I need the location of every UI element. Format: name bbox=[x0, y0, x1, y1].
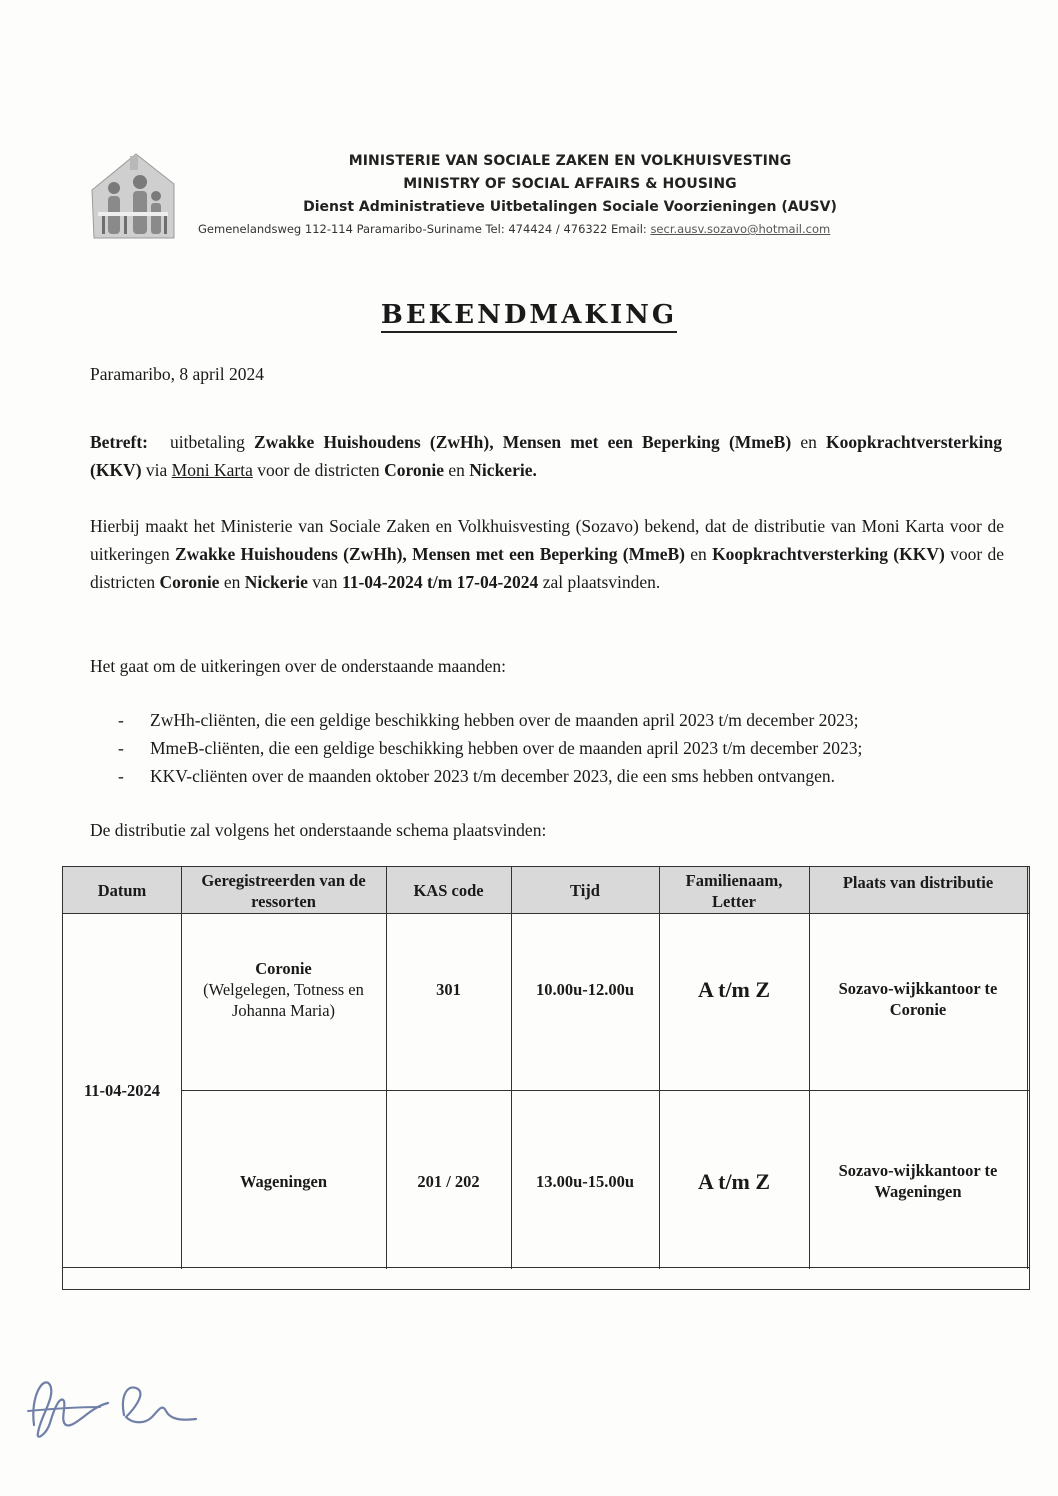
place-date: Paramaribo, 8 april 2024 bbox=[90, 364, 264, 384]
ressort-cell: Wageningen bbox=[239, 1171, 328, 1191]
subject-paragraph: Betreft: uitbetaling Zwakke Huishoudens (ZwHh), Mensen met een Beperking (MmeB) en Koopkrachtversterking (KKV) via Moni Karta voor de districten Coronie en Nickerie. bbox=[90, 432, 1002, 480]
header-datum: Datum bbox=[97, 881, 147, 900]
header-plaats: Plaats van distributie bbox=[842, 872, 994, 892]
months-intro: Het gaat om de uitkeringen over de onderstaande maanden: bbox=[90, 656, 506, 676]
ministry-name-nl: MINISTERIE VAN SOCIALE ZAKEN EN VOLKHUISVESTING bbox=[348, 153, 792, 169]
signature-icon bbox=[20, 1355, 200, 1445]
subject-label: Betreft: bbox=[90, 432, 148, 452]
ressort-cell bbox=[181, 954, 386, 1024]
kas-code-cell: 301 bbox=[436, 979, 461, 999]
location-cell: Sozavo-wijkkantoor te Wageningen bbox=[838, 1161, 998, 1201]
letterhead bbox=[190, 150, 950, 239]
announcement-paragraph: Hierbij maakt het Ministerie van Sociale Zaken en Volkhuisvesting (Sozavo) bekend, dat de distributie van Moni Karta voor de uitkeringen Zwakke Huishoudens (ZwHh), Mensen met een Beperking (MmeB) en Koopkrachtversterking (KKV) voor de districten Coronie en Nickerie van 11-04-2024 t/m 17-04-2024 zal plaatsvinden. bbox=[90, 516, 1004, 592]
address-text: Gemenelandsweg 112-114 Paramaribo-Suriname Tel: 474424 / 476322 Email: bbox=[198, 222, 651, 236]
header-familienaam: Familienaam, Letter bbox=[685, 870, 783, 911]
ressort-detail: (Welgelegen, Totness en Johanna Maria) bbox=[203, 979, 364, 1020]
schedule-intro: De distributie zal volgens het onderstaande schema plaatsvinden: bbox=[90, 820, 547, 840]
kas-code-cell: 201 / 202 bbox=[417, 1171, 480, 1191]
letter-cell: A t/m Z bbox=[697, 976, 771, 1002]
list-item: - ZwHh-cliënten, die een geldige beschikking hebben over de maanden april 2023 t/m december 2023; bbox=[118, 706, 862, 734]
distribution-schedule-table bbox=[62, 866, 1030, 1290]
time-cell: 10.00u-12.00u bbox=[535, 979, 635, 999]
list-item: - KKV-cliënten over de maanden oktober 2023 t/m december 2023, die een sms hebben ontvangen. bbox=[118, 762, 862, 790]
client-list bbox=[118, 706, 862, 790]
date-cell: 11-04-2024 bbox=[83, 1081, 161, 1100]
email-link[interactable]: secr.ausv.sozavo@hotmail.com bbox=[650, 222, 831, 236]
location-cell: Sozavo-wijkkantoor te Coronie bbox=[838, 979, 998, 1019]
department-name: Dienst Administratieve Uitbetalingen Sociale Voorzieningen (AUSV) bbox=[303, 199, 837, 215]
family-house-logo-icon bbox=[84, 150, 176, 242]
header-tijd: Tijd bbox=[570, 881, 600, 900]
header-ressorten: Geregistreerden van de ressorten bbox=[201, 870, 366, 911]
document-title: BEKENDMAKING bbox=[0, 300, 1058, 330]
list-item: - MmeB-cliënten, die een geldige beschikking hebben over de maanden april 2023 t/m december 2023; bbox=[118, 734, 862, 762]
ressort-name: Coronie bbox=[255, 958, 312, 978]
header-kas-code: KAS code bbox=[413, 881, 484, 900]
contact-line bbox=[190, 219, 950, 239]
moni-karta-underlined: Moni Karta bbox=[171, 460, 253, 480]
time-cell: 13.00u-15.00u bbox=[535, 1171, 635, 1191]
letter-cell: A t/m Z bbox=[697, 1168, 771, 1194]
ministry-name-en: MINISTRY OF SOCIAL AFFAIRS & HOUSING bbox=[403, 176, 737, 192]
